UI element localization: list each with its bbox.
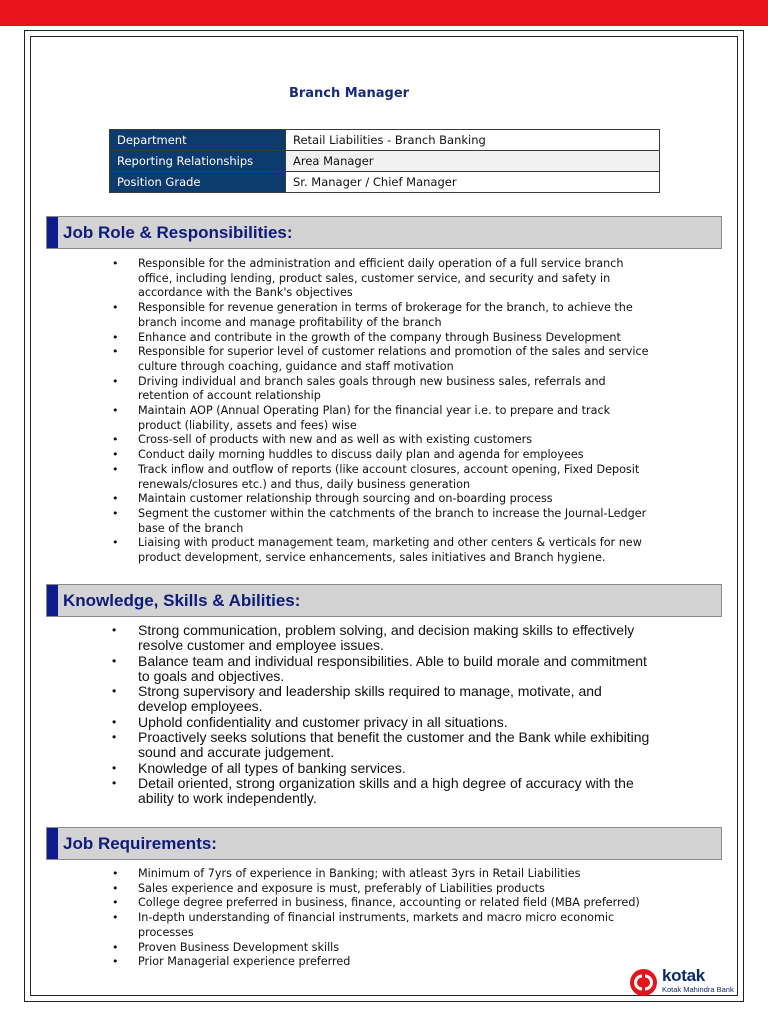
list-item-text: Liaising with product management team, marketing and other centers & verticals for new product development, service enhancements, sales initiatives and Branch hygiene. xyxy=(138,536,642,565)
list-item-text: Detail oriented, strong organization skills and a high degree of accuracy with the ability to work independently. xyxy=(138,774,634,807)
list-item-text: Responsible for the administration and efficient daily operation of a full service branch office, including lending, product sales, customer service, and security and safety in accordance with the Bank's objectives xyxy=(138,257,624,300)
list-item xyxy=(112,941,652,956)
list-item-text: Uphold confidentiality and customer privacy in all situations. xyxy=(138,713,508,730)
job-role-list xyxy=(112,257,652,566)
list-item-text: College degree preferred in business, finance, accounting or related field (MBA preferred) xyxy=(138,896,640,910)
page-title: Branch Manager xyxy=(288,86,410,101)
section-header-requirements xyxy=(46,827,722,860)
bullet-icon: • xyxy=(112,684,117,699)
bullet-icon: • xyxy=(112,345,119,359)
list-item xyxy=(112,654,652,685)
list-item xyxy=(112,301,652,330)
info-row-grade xyxy=(110,172,660,193)
list-item-text: Sales experience and exposure is must, preferably of Liabilities products xyxy=(138,881,545,895)
knowledge-list xyxy=(112,623,652,807)
section-header-job-role xyxy=(46,216,722,249)
list-item-text: In-depth understanding of financial instruments, markets and macro micro economic processes xyxy=(138,911,615,939)
bullet-icon: • xyxy=(112,257,119,270)
list-item-text: Balance team and individual responsibilities. Able to build morale and commitment to goals and objectives. xyxy=(138,652,647,684)
bullet-icon: • xyxy=(112,492,119,506)
bullet-icon: • xyxy=(112,330,119,344)
info-label: Position Grade xyxy=(110,172,286,193)
info-row-reporting xyxy=(110,151,660,172)
list-item xyxy=(112,492,652,507)
bullet-icon: • xyxy=(112,730,117,745)
list-item xyxy=(112,623,652,654)
list-item xyxy=(112,867,652,882)
list-item-text: Conduct daily morning huddles to discuss daily plan and agenda for employees xyxy=(138,448,584,462)
top-red-bar xyxy=(0,0,768,26)
list-item-text: Responsible for revenue generation in terms of brokerage for the branch, to achieve the branch income and manage profitability of the branch xyxy=(138,301,633,329)
section-heading: Job Requirements: xyxy=(63,834,217,853)
list-item xyxy=(112,463,652,492)
bullet-icon: • xyxy=(112,911,119,925)
info-row-department xyxy=(110,130,660,151)
list-item-text: Responsible for superior level of customer relations and promotion of the sales and service culture through coaching, guidance and staff motivation xyxy=(138,345,649,373)
section-heading: Knowledge, Skills & Abilities: xyxy=(63,591,301,610)
list-item-text: Proactively seeks solutions that benefit the customer and the Bank while exhibiting sound and accurate judgement. xyxy=(138,729,650,761)
info-value: Retail Liabilities - Branch Banking xyxy=(286,130,660,151)
info-value: Sr. Manager / Chief Manager xyxy=(286,172,660,193)
list-item xyxy=(112,257,652,301)
list-item-text: Enhance and contribute in the growth of the company through Business Development xyxy=(138,330,621,344)
info-table xyxy=(109,129,660,193)
section-header-knowledge xyxy=(46,584,722,617)
bullet-icon: • xyxy=(112,536,119,550)
bullet-icon: • xyxy=(112,940,119,954)
bullet-icon: • xyxy=(112,506,119,520)
list-item-text: Cross-sell of products with new and as well as with existing customers xyxy=(138,433,533,447)
list-item-text: Maintain customer relationship through sourcing and on-boarding process xyxy=(138,492,553,506)
list-item xyxy=(112,955,652,970)
list-item-text: Driving individual and branch sales goals through new business sales, referrals and retention of account relationship xyxy=(138,374,606,403)
list-item xyxy=(112,404,652,433)
list-item-text: Minimum of 7yrs of experience in Banking; with atleast 3yrs in Retail Liabilities xyxy=(138,867,581,880)
list-item xyxy=(112,536,652,565)
list-item xyxy=(112,507,652,536)
list-item xyxy=(112,715,652,730)
list-item-text: Proven Business Development skills xyxy=(138,940,340,954)
list-item-text: Prior Managerial experience preferred xyxy=(138,955,351,969)
list-item xyxy=(112,882,652,897)
requirements-list xyxy=(112,867,652,970)
section-accent-bar xyxy=(47,828,58,859)
list-item xyxy=(112,448,652,463)
section-heading: Job Role & Responsibilities: xyxy=(63,223,293,242)
list-item-text: Track inflow and outflow of reports (like account closures, account opening, Fixed Deposit renewals/closures etc.) and thus, daily business generation xyxy=(138,462,640,491)
bullet-icon: • xyxy=(112,867,119,880)
list-item-text: Knowledge of all types of banking services. xyxy=(138,759,406,776)
bullet-icon: • xyxy=(112,301,119,315)
bullet-icon: • xyxy=(112,448,119,462)
info-value: Area Manager xyxy=(286,151,660,172)
bullet-icon: • xyxy=(112,955,119,969)
bullet-icon: • xyxy=(112,775,117,790)
list-item xyxy=(112,776,652,807)
list-item-text: Segment the customer within the catchments of the branch to increase the Journal-Ledger base of the branch xyxy=(138,506,647,535)
logo-subtitle: Kotak Mahindra Bank xyxy=(662,985,734,994)
logo-brand: kotak xyxy=(662,966,705,985)
bullet-icon: • xyxy=(112,623,117,637)
info-label: Reporting Relationships xyxy=(110,151,286,172)
kotak-logo-icon xyxy=(630,969,657,996)
list-item-text: Strong supervisory and leadership skills required to manage, motivate, and develop employees. xyxy=(138,683,602,715)
bullet-icon: • xyxy=(112,896,119,910)
list-item xyxy=(112,375,652,404)
list-item xyxy=(112,331,652,346)
kotak-logo xyxy=(628,966,738,998)
list-item xyxy=(112,761,652,776)
list-item xyxy=(112,433,652,448)
bullet-icon: • xyxy=(112,462,119,476)
list-item xyxy=(112,345,652,374)
bullet-icon: • xyxy=(112,714,117,729)
section-accent-bar xyxy=(47,217,58,248)
list-item xyxy=(112,911,652,940)
list-item-text: Strong communication, problem solving, and decision making skills to effectively resolve customer and employee issues. xyxy=(138,622,635,654)
bullet-icon: • xyxy=(112,404,119,418)
list-item xyxy=(112,730,652,761)
bullet-icon: • xyxy=(112,653,117,668)
section-accent-bar xyxy=(47,585,58,616)
bullet-icon: • xyxy=(112,433,119,447)
info-label: Department xyxy=(110,130,286,151)
list-item-text: Maintain AOP (Annual Operating Plan) for the financial year i.e. to prepare and track product (liability, assets and fees) wise xyxy=(138,404,611,432)
bullet-icon: • xyxy=(112,881,119,895)
bullet-icon: • xyxy=(112,760,117,775)
list-item xyxy=(112,896,652,911)
list-item xyxy=(112,684,652,715)
bullet-icon: • xyxy=(112,374,119,388)
